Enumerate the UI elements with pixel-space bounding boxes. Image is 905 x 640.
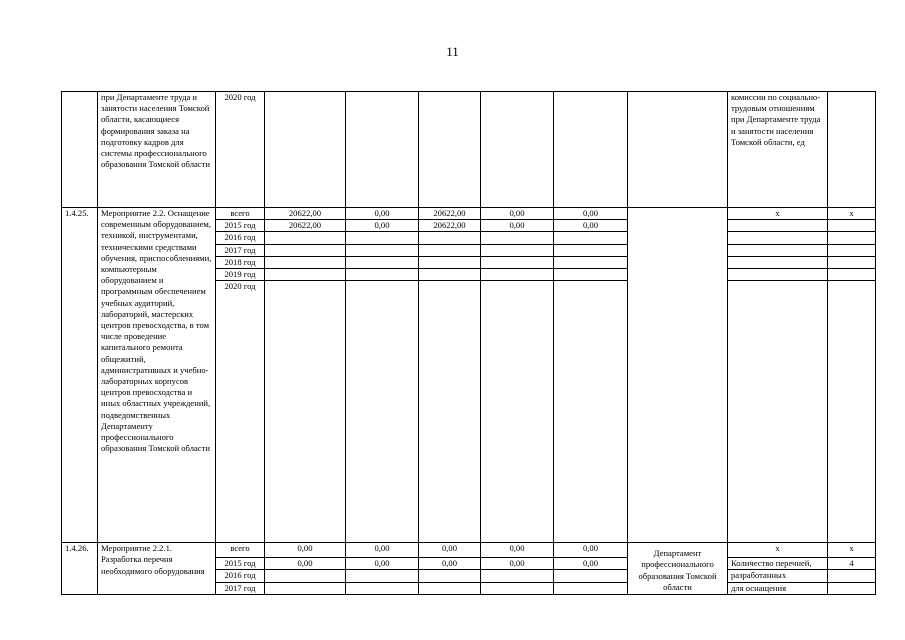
local-cell [481,92,554,208]
local-cell: 0,00 [481,208,554,220]
indicator-cell [728,256,828,268]
indicator-value-cell [828,232,876,244]
indicator-cell [728,269,828,281]
period-cell: 2016 год [216,570,265,582]
local-cell [481,570,554,582]
regional-cell: 20622,00 [419,208,481,220]
other-cell [554,244,628,256]
total-cell [265,570,346,582]
indicator-value-cell [828,582,876,594]
federal-cell: 0,00 [346,558,419,570]
total-cell: 20622,00 [265,208,346,220]
row-code-cell [62,92,98,208]
other-cell: 0,00 [554,208,628,220]
regional-cell [419,244,481,256]
regional-cell [419,256,481,268]
federal-cell [346,281,419,543]
federal-cell: 0,00 [346,220,419,232]
other-cell: 0,00 [554,220,628,232]
period-cell: всего [216,543,265,558]
period-cell: 2020 год [216,281,265,543]
indicator-value-cell [828,92,876,208]
executor-cell [628,208,728,543]
period-cell: 2017 год [216,244,265,256]
indicator-cell [728,232,828,244]
federal-cell [346,232,419,244]
page-number: 11 [446,44,459,59]
local-cell [481,582,554,594]
indicator-value-cell [828,269,876,281]
indicator-cell: х [728,543,828,558]
table-row-continuation [62,92,876,208]
indicator-cell [728,281,828,543]
indicator-value-cell [828,220,876,232]
regional-cell: 0,00 [419,558,481,570]
period-cell: 2017 год [216,582,265,594]
regional-cell [419,269,481,281]
row-code-cell: 1.4.25. [62,208,98,543]
total-cell [265,232,346,244]
indicator-value-cell [828,281,876,543]
total-cell: 0,00 [265,543,346,558]
period-cell: 2015 год [216,220,265,232]
period-cell: 2016 год [216,232,265,244]
federal-cell [346,256,419,268]
indicator-value-cell: х [828,208,876,220]
activity-title-cell: Мероприятие 2.2.1. Разработка перечня необходимого оборудования [98,543,216,595]
local-cell [481,232,554,244]
local-cell: 0,00 [481,220,554,232]
total-cell [265,582,346,594]
total-cell: 0,00 [265,558,346,570]
regional-cell: 0,00 [419,543,481,558]
regional-cell [419,570,481,582]
indicator-cell: Количество перечней, [728,558,828,570]
activity-title-cell: при Департаменте труда и занятости населения Томской области, касающиеся формирования заказа на подготовку кадров для системы профессионального образования Томской области [98,92,216,208]
indicator-cell: комиссии по социально- трудовым отношениям при Департаменте труда и занятости населения Томской области, ед [728,92,828,208]
total-cell [265,269,346,281]
regional-cell [419,582,481,594]
local-cell: 0,00 [481,543,554,558]
indicator-value-cell: х [828,543,876,558]
federal-cell [346,92,419,208]
indicator-cell: разработанных [728,570,828,582]
local-cell [481,269,554,281]
indicator-cell [728,220,828,232]
indicator-value-cell [828,244,876,256]
indicator-cell: для оснащения [728,582,828,594]
period-cell: 2019 год [216,269,265,281]
regional-cell [419,281,481,543]
table-row-1-4-25 [62,208,876,220]
total-cell [265,92,346,208]
executor-cell: Департамент профессионального образования Томской области [628,543,728,595]
federal-cell [346,269,419,281]
period-cell: всего [216,208,265,220]
table-row-1-4-26 [62,543,876,558]
other-cell: 0,00 [554,558,628,570]
indicator-cell [728,244,828,256]
other-cell [554,232,628,244]
period-cell: 2020 год [216,92,265,208]
indicator-cell: х [728,208,828,220]
local-cell [481,281,554,543]
other-cell [554,269,628,281]
local-cell [481,244,554,256]
other-cell [554,582,628,594]
local-cell [481,256,554,268]
regional-cell [419,92,481,208]
federal-cell [346,570,419,582]
other-cell [554,256,628,268]
other-cell [554,92,628,208]
program-activities-table [61,91,876,595]
row-code-cell: 1.4.26. [62,543,98,595]
other-cell [554,281,628,543]
local-cell: 0,00 [481,558,554,570]
indicator-value-cell: 4 [828,558,876,570]
activity-title-cell: Мероприятие 2.2. Оснащение современным оборудованием, техникой, инструментами, техническими средствами обучения, приспособлениями, компьютерным оборудованием и программным обеспечением учебных аудиторий, лабораторий, мастерских центров превосходства, в том числе проведение капитального ремонта общежитий, административных и учебно-лабораторных корпусов центров превосходства и иных областных учреждений, подведомственных Департаменту профессионального образования Томской области [98,208,216,543]
indicator-value-cell [828,570,876,582]
federal-cell: 0,00 [346,543,419,558]
total-cell [265,244,346,256]
total-cell [265,256,346,268]
total-cell: 20622,00 [265,220,346,232]
federal-cell [346,582,419,594]
regional-cell [419,232,481,244]
other-cell: 0,00 [554,543,628,558]
total-cell [265,281,346,543]
regional-cell: 20622,00 [419,220,481,232]
federal-cell: 0,00 [346,208,419,220]
federal-cell [346,244,419,256]
executor-cell [628,92,728,208]
period-cell: 2018 год [216,256,265,268]
other-cell [554,570,628,582]
indicator-value-cell [828,256,876,268]
period-cell: 2015 год [216,558,265,570]
